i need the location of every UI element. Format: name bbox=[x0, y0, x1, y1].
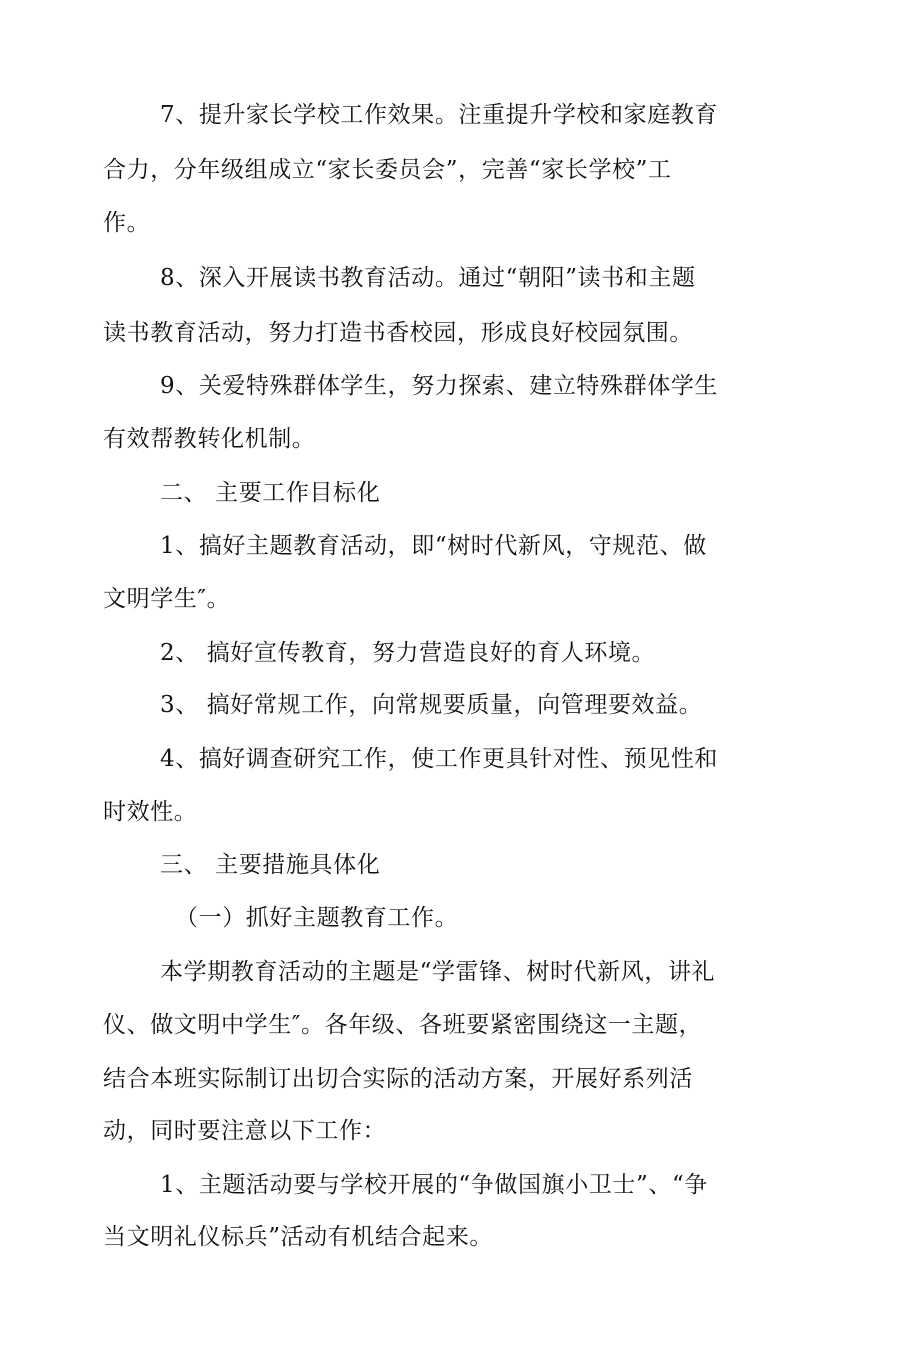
paragraph-line: 9、关爱特殊群体学生，努力探索、建立特殊群体学生 bbox=[160, 373, 719, 399]
paragraph-line: 结合本班实际制订出切合实际的活动方案，开展好系列活 bbox=[103, 1066, 693, 1092]
section-heading: 三、 主要措施具体化 bbox=[160, 852, 381, 878]
paragraph-line: 有效帮教转化机制。 bbox=[103, 426, 316, 452]
paragraph-line: 作。 bbox=[103, 210, 151, 236]
paragraph-line: 读书教育活动，努力打造书香校园，形成良好校园氛围。 bbox=[103, 320, 693, 346]
paragraph-line: 8、深入开展读书教育活动。通过“朝阳”读书和主题 bbox=[160, 265, 696, 291]
paragraph-line: 1、主题活动要与学校开展的“争做国旗小卫士”、“争 bbox=[160, 1172, 708, 1198]
paragraph-line: 仪、做文明中学生″。各年级、各班要紧密围绕这一主题， bbox=[103, 1012, 703, 1038]
paragraph-line: 当文明礼仪标兵”活动有机结合起来。 bbox=[103, 1224, 493, 1250]
section-heading: 二、 主要工作目标化 bbox=[160, 480, 381, 506]
paragraph-line: 文明学生″。 bbox=[103, 586, 231, 612]
paragraph-line: 合力，分年级组成立“家长委员会”，完善“家长学校”工 bbox=[103, 157, 672, 183]
paragraph-line: 2、 搞好宣传教育，努力营造良好的育人环境。 bbox=[160, 640, 656, 666]
paragraph-line: 7、提升家长学校工作效果。注重提升学校和家庭教育 bbox=[160, 102, 719, 128]
paragraph-line: 3、 搞好常规工作，向常规要质量，向管理要效益。 bbox=[160, 692, 703, 718]
subsection-heading: （一）抓好主题教育工作。 bbox=[175, 905, 459, 931]
paragraph-line: 本学期教育活动的主题是“学雷锋、树时代新风，讲礼 bbox=[160, 959, 716, 985]
paragraph-line: 4、搞好调查研究工作，使工作更具针对性、预见性和 bbox=[160, 746, 719, 772]
paragraph-line: 动，同时要注意以下工作： bbox=[103, 1118, 387, 1144]
paragraph-line: 1、搞好主题教育活动，即“树时代新风，守规范、做 bbox=[160, 533, 707, 559]
paragraph-line: 时效性。 bbox=[103, 799, 198, 825]
